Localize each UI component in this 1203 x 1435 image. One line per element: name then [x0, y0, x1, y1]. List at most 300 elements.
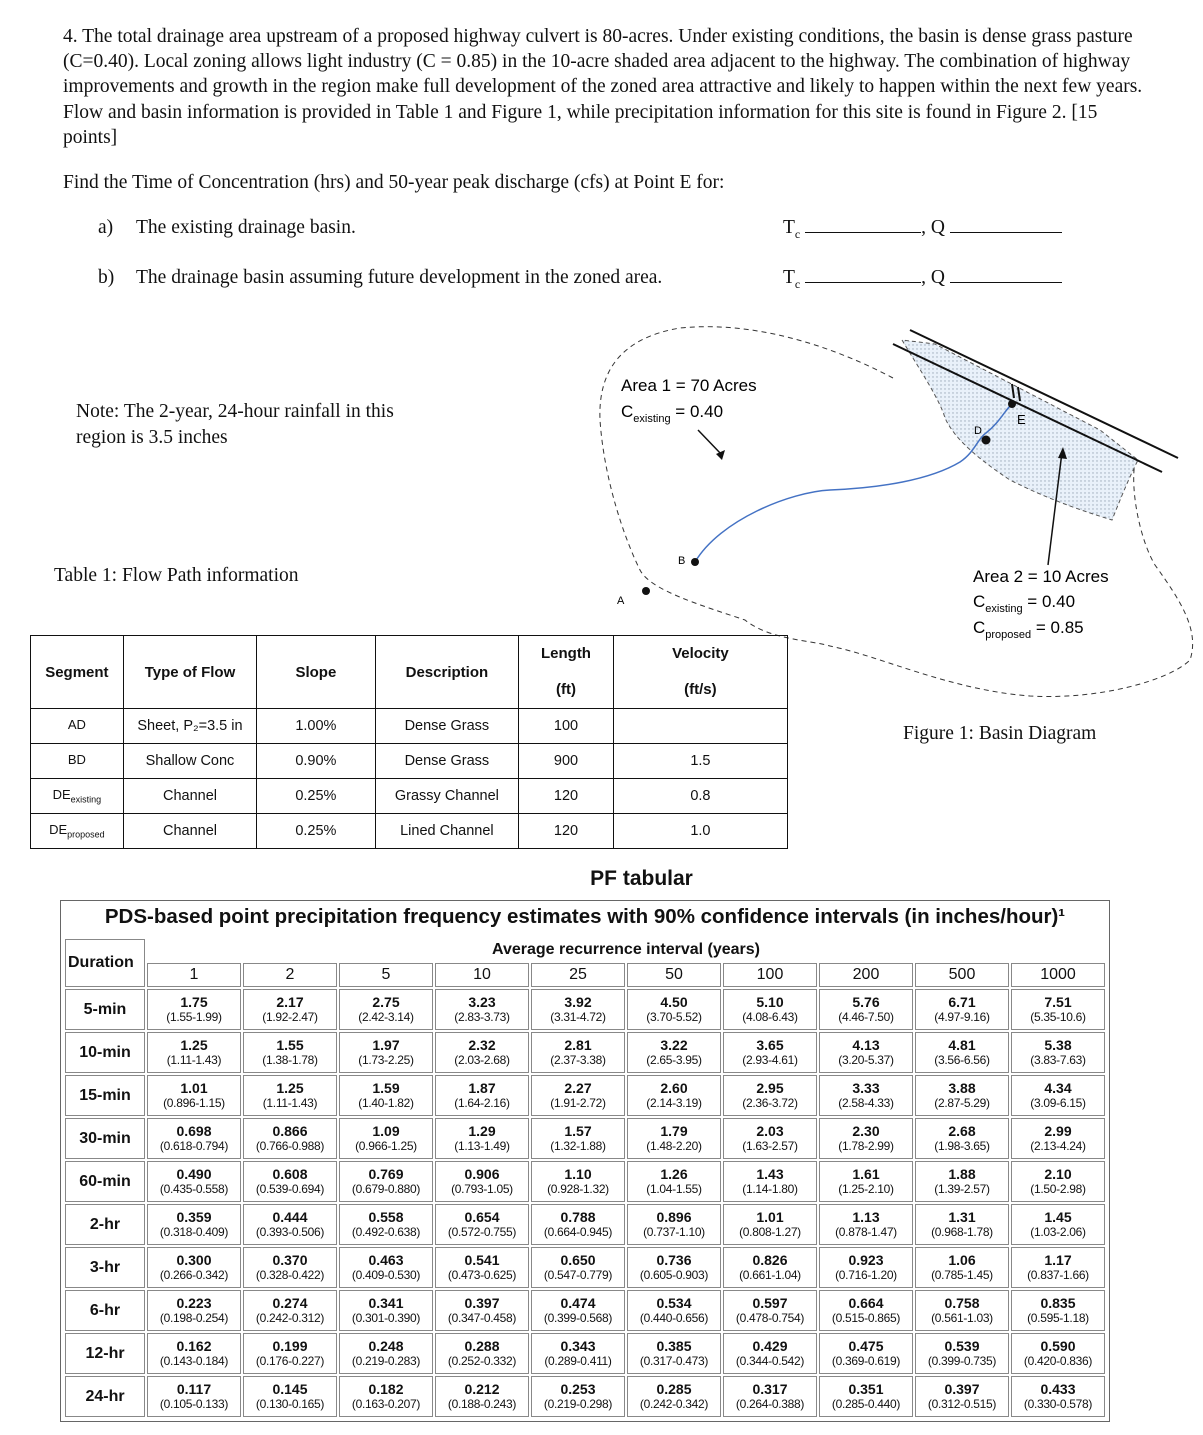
table-row: [31, 779, 788, 814]
pf-value-cell: [147, 1075, 241, 1116]
q-answer-blank[interactable]: [950, 281, 1062, 283]
pf-value-cell: [819, 1075, 913, 1116]
header-description: Description: [375, 636, 519, 709]
figure-1-caption: Figure 1: Basin Diagram: [903, 723, 1097, 744]
velocity-cell: 1.5: [613, 744, 787, 779]
interval-header: 100: [723, 963, 817, 987]
pf-value-cell: [531, 1032, 625, 1073]
pf-confidence-interval: (1.39-2.57): [934, 1181, 990, 1196]
pf-value-cell: [723, 1376, 817, 1417]
pf-estimate: 6.71: [948, 993, 976, 1010]
pf-estimate: 0.769: [368, 1165, 404, 1182]
pf-table-row: [65, 1118, 1105, 1159]
pf-value-cell: [531, 1333, 625, 1374]
segment-cell: $DE_{proposed}$: [31, 814, 124, 849]
pf-value-cell: [1011, 989, 1105, 1030]
pf-table-row: [65, 1247, 1105, 1288]
pf-confidence-interval: (0.572-0.755): [447, 1224, 517, 1239]
duration-header: Duration: [65, 939, 145, 987]
table-row: [31, 814, 788, 849]
type-cell: Channel: [123, 814, 256, 849]
pf-confidence-interval: (0.435-0.558): [159, 1181, 229, 1196]
pf-value-cell: [819, 1247, 913, 1288]
table-row: [31, 709, 788, 744]
pf-table-row: [65, 1161, 1105, 1202]
pf-confidence-interval: (0.330-0.578): [1023, 1396, 1093, 1411]
pf-value-cell: [915, 1247, 1009, 1288]
header-velocity: Velocity (ft/s): [613, 636, 787, 709]
pf-confidence-interval: (0.301-0.390): [351, 1310, 421, 1325]
pf-confidence-interval: (2.14-3.19): [646, 1095, 702, 1110]
pf-confidence-interval: (0.766-0.988): [255, 1138, 325, 1153]
pf-value-cell: [627, 1247, 721, 1288]
pf-estimate: 2.17: [276, 993, 304, 1010]
slope-cell: 0.25%: [257, 779, 375, 814]
pf-confidence-interval: (1.13-1.49): [454, 1138, 510, 1153]
pf-confidence-interval: (0.561-1.03): [931, 1310, 993, 1325]
pf-value-cell: [531, 1247, 625, 1288]
pf-value-cell: [147, 1032, 241, 1073]
pf-estimate: 2.27: [564, 1079, 592, 1096]
pf-confidence-interval: (0.878-1.47): [835, 1224, 897, 1239]
pf-value-cell: [915, 989, 1009, 1030]
pf-value-cell: [531, 1075, 625, 1116]
pf-estimate: 5.10: [756, 993, 784, 1010]
pf-estimate: 3.88: [948, 1079, 976, 1096]
pf-confidence-interval: (0.317-0.473): [639, 1353, 709, 1368]
part-a-text: [98, 217, 356, 239]
pf-interval-header-row: [65, 963, 1105, 987]
pf-estimate: 2.60: [660, 1079, 688, 1096]
pf-confidence-interval: (0.143-0.184): [159, 1353, 229, 1368]
duration-cell: 24-hr: [65, 1376, 145, 1417]
length-cell: 100: [519, 709, 614, 744]
pf-value-cell: [1011, 1161, 1105, 1202]
pf-confidence-interval: (0.539-0.694): [255, 1181, 325, 1196]
pf-estimate: 2.75: [372, 993, 400, 1010]
pf-confidence-interval: (0.785-1.45): [931, 1267, 993, 1282]
pf-confidence-interval: (3.83-7.63): [1030, 1052, 1086, 1067]
pf-value-cell: [531, 1118, 625, 1159]
pf-confidence-interval: (0.547-0.779): [543, 1267, 613, 1282]
pf-value-cell: [819, 1161, 913, 1202]
pf-ari-header-row: [65, 939, 1105, 961]
pf-estimate: 0.736: [656, 1251, 692, 1268]
pf-value-cell: [627, 989, 721, 1030]
pf-confidence-interval: (1.11-1.43): [166, 1052, 222, 1067]
pf-estimate: 2.99: [1044, 1122, 1072, 1139]
pf-estimate: 4.13: [852, 1036, 880, 1053]
pf-value-cell: [1011, 1118, 1105, 1159]
pf-estimate: 0.300: [176, 1251, 212, 1268]
description-cell: Dense Grass: [375, 744, 519, 779]
pf-confidence-interval: (1.14-1.80): [742, 1181, 798, 1196]
part-b-question: The drainage basin assuming future development in the zoned area.: [136, 267, 663, 288]
pf-value-cell: [147, 989, 241, 1030]
pf-estimate: 0.866: [272, 1122, 308, 1139]
pf-confidence-interval: (0.219-0.283): [351, 1353, 421, 1368]
pf-estimate: 0.359: [176, 1208, 212, 1225]
pf-value-cell: [819, 989, 913, 1030]
pf-confidence-interval: (0.285-0.440): [831, 1396, 901, 1411]
pf-confidence-interval: (4.46-7.50): [838, 1009, 894, 1024]
pf-estimate: 0.397: [944, 1380, 980, 1397]
header-segment: Segment: [31, 636, 124, 709]
pf-value-cell: [147, 1290, 241, 1331]
duration-cell: 15-min: [65, 1075, 145, 1116]
pf-estimate: 3.92: [564, 993, 592, 1010]
q-label: , Q: [921, 217, 945, 238]
pf-value-cell: [915, 1376, 1009, 1417]
length-cell: 120: [519, 814, 614, 849]
part-b-text: [98, 267, 662, 289]
pf-value-cell: [339, 1204, 433, 1245]
pf-value-cell: [627, 1161, 721, 1202]
pf-value-cell: [915, 1333, 1009, 1374]
part-b-label: b): [98, 267, 115, 288]
header-length: Length (ft): [519, 636, 614, 709]
pf-confidence-interval: (0.515-0.865): [831, 1310, 901, 1325]
area-2-c-existing: $C_{existing} = 0.40$: [973, 592, 1076, 615]
pf-confidence-interval: (2.13-4.24): [1030, 1138, 1086, 1153]
pf-value-cell: [243, 1161, 337, 1202]
pf-confidence-interval: (0.966-1.25): [355, 1138, 417, 1153]
pf-confidence-interval: (2.83-3.73): [454, 1009, 510, 1024]
pf-confidence-interval: (0.605-0.903): [639, 1267, 709, 1282]
duration-cell: 3-hr: [65, 1247, 145, 1288]
pf-value-cell: [723, 1032, 817, 1073]
description-cell: Grassy Channel: [375, 779, 519, 814]
table-row: [31, 744, 788, 779]
pf-value-cell: [243, 1333, 337, 1374]
pf-estimate: 0.444: [272, 1208, 308, 1225]
pf-value-cell: [1011, 1204, 1105, 1245]
pf-tabular-heading: PF tabular: [590, 867, 693, 890]
pf-estimate: 0.433: [1040, 1380, 1076, 1397]
pf-confidence-interval: (1.32-1.88): [550, 1138, 606, 1153]
interval-header: 25: [531, 963, 625, 987]
duration-cell: 60-min: [65, 1161, 145, 1202]
pf-estimate: 0.608: [272, 1165, 308, 1182]
pf-estimate: 0.182: [368, 1380, 404, 1397]
pf-estimate: 0.539: [944, 1337, 980, 1354]
pf-estimate: 1.55: [276, 1036, 304, 1053]
pf-confidence-interval: (1.50-2.98): [1030, 1181, 1086, 1196]
pf-estimate: 1.01: [756, 1208, 784, 1225]
slope-cell: 0.25%: [257, 814, 375, 849]
pf-estimate: 1.06: [948, 1251, 976, 1268]
duration-cell: 6-hr: [65, 1290, 145, 1331]
pf-value-cell: [1011, 1032, 1105, 1073]
pf-confidence-interval: (0.968-1.78): [931, 1224, 993, 1239]
pf-value-cell: [339, 1247, 433, 1288]
pf-table-row: [65, 1290, 1105, 1331]
pf-estimate: 0.288: [464, 1337, 500, 1354]
velocity-cell: 1.0: [613, 814, 787, 849]
pf-estimate: 3.23: [468, 993, 496, 1010]
pf-estimate: 0.429: [752, 1337, 788, 1354]
pf-value-cell: [819, 1333, 913, 1374]
pf-confidence-interval: (0.595-1.18): [1027, 1310, 1089, 1325]
pf-confidence-interval: (0.399-0.568): [543, 1310, 613, 1325]
tc-answer-blank[interactable]: [805, 281, 921, 283]
pf-confidence-interval: (0.347-0.458): [447, 1310, 517, 1325]
pf-value-cell: [147, 1161, 241, 1202]
pf-confidence-interval: (0.176-0.227): [255, 1353, 325, 1368]
pf-value-cell: [243, 1118, 337, 1159]
pf-estimate: 1.87: [468, 1079, 496, 1096]
pf-estimate: 0.474: [560, 1294, 596, 1311]
pf-value-cell: [1011, 1290, 1105, 1331]
pf-estimate: 0.253: [560, 1380, 596, 1397]
pf-confidence-interval: (1.78-2.99): [838, 1138, 894, 1153]
pf-confidence-interval: (0.318-0.409): [159, 1224, 229, 1239]
pf-estimate: 2.81: [564, 1036, 592, 1053]
pf-value-cell: [723, 989, 817, 1030]
pf-confidence-interval: (2.65-3.95): [646, 1052, 702, 1067]
pf-confidence-interval: (2.36-3.72): [742, 1095, 798, 1110]
pf-confidence-interval: (0.399-0.735): [927, 1353, 997, 1368]
pf-confidence-interval: (1.11-1.43): [262, 1095, 318, 1110]
pf-confidence-interval: (3.70-5.52): [646, 1009, 702, 1024]
duration-cell: 10-min: [65, 1032, 145, 1073]
pf-estimate: 0.475: [848, 1337, 884, 1354]
pf-estimate: 5.76: [852, 993, 880, 1010]
problem-statement: 4. The total drainage area upstream of a proposed highway culvert is 80-acres. Under existing conditions, the basin is dense grass pasture (C=0.40). Local zoning allows light industry (C = 0.85) in the 10-acre shaded area adjacent to the highway. The combination of highway improvements and growth in the region make full development of the zoned area attractive and likely to happen within the next few years. Flow and basin information is provided in Table 1 and Figure 1, while precipitation information for this site is found in Figure 2. [15 points]: [63, 26, 1143, 148]
pf-value-cell: [243, 1204, 337, 1245]
pf-estimate: 0.385: [656, 1337, 692, 1354]
pf-confidence-interval: (1.40-1.82): [358, 1095, 414, 1110]
point-b-label: B: [678, 555, 686, 567]
pf-confidence-interval: (0.312-0.515): [927, 1396, 997, 1411]
pf-table-row: [65, 1032, 1105, 1073]
pf-estimate: 3.22: [660, 1036, 688, 1053]
pf-value-cell: [819, 1118, 913, 1159]
pf-estimate: 0.317: [752, 1380, 788, 1397]
type-cell: Sheet, P₂=3.5 in: [123, 709, 256, 744]
pf-estimate: 0.351: [848, 1380, 884, 1397]
duration-cell: 12-hr: [65, 1333, 145, 1374]
pf-estimate: 5.38: [1044, 1036, 1072, 1053]
pf-value-cell: [723, 1118, 817, 1159]
pf-confidence-interval: (2.37-3.38): [550, 1052, 606, 1067]
pf-value-cell: [627, 1118, 721, 1159]
pf-value-cell: [435, 1204, 529, 1245]
tc-answer-blank[interactable]: [805, 231, 921, 233]
pf-confidence-interval: (1.92-2.47): [262, 1009, 318, 1024]
pf-table-row: [65, 989, 1105, 1030]
pf-estimate: 0.490: [176, 1165, 212, 1182]
pf-confidence-interval: (1.03-2.06): [1030, 1224, 1086, 1239]
pf-confidence-interval: (0.130-0.165): [255, 1396, 325, 1411]
tc-label: T: [783, 217, 795, 238]
pf-value-cell: [1011, 1075, 1105, 1116]
pf-table-row: [65, 1075, 1105, 1116]
pf-value-cell: [723, 1290, 817, 1331]
pf-confidence-interval: (2.93-4.61): [742, 1052, 798, 1067]
find-instruction: Find the Time of Concentration (hrs) and 50-year peak discharge (cfs) at Point E for:: [63, 172, 725, 193]
velocity-cell: [613, 709, 787, 744]
pf-value-cell: [531, 989, 625, 1030]
area-1-c-existing: $C_{existing} = 0.40$: [621, 402, 724, 425]
pf-confidence-interval: (2.58-4.33): [838, 1095, 894, 1110]
duration-cell: 5-min: [65, 989, 145, 1030]
pf-estimate: 2.32: [468, 1036, 496, 1053]
pf-estimate: 1.10: [564, 1165, 592, 1182]
pf-value-cell: [531, 1204, 625, 1245]
pf-confidence-interval: (0.242-0.312): [255, 1310, 325, 1325]
pf-estimate: 0.463: [368, 1251, 404, 1268]
pf-confidence-interval: (0.793-1.05): [451, 1181, 513, 1196]
pf-estimate: 1.25: [276, 1079, 304, 1096]
pf-confidence-interval: (0.105-0.133): [159, 1396, 229, 1411]
pf-estimate: 2.03: [756, 1122, 784, 1139]
part-a-answer: [783, 217, 1062, 242]
pf-confidence-interval: (0.289-0.411): [544, 1353, 612, 1368]
pf-value-cell: [339, 1032, 433, 1073]
pf-value-cell: [339, 989, 433, 1030]
pf-value-cell: [627, 1032, 721, 1073]
pf-estimate: 0.343: [560, 1337, 596, 1354]
flow-path-table: [30, 635, 788, 849]
pf-value-cell: [243, 1376, 337, 1417]
pf-confidence-interval: (0.661-1.04): [739, 1267, 801, 1282]
pf-estimate: 1.43: [756, 1165, 784, 1182]
pf-value-cell: [435, 1118, 529, 1159]
pf-estimate: 0.162: [176, 1337, 212, 1354]
pf-estimate: 1.29: [468, 1122, 496, 1139]
pf-value-cell: [339, 1161, 433, 1202]
pf-estimate: 1.61: [852, 1165, 880, 1182]
pf-value-cell: [915, 1204, 1009, 1245]
pf-value-cell: [915, 1075, 1009, 1116]
pf-estimate: 0.758: [944, 1294, 980, 1311]
pf-estimate: 0.835: [1040, 1294, 1076, 1311]
pf-estimate: 0.285: [656, 1380, 692, 1397]
pf-confidence-interval: (0.344-0.542): [735, 1353, 805, 1368]
pf-value-cell: [627, 1204, 721, 1245]
pf-table-row: [65, 1376, 1105, 1417]
pf-estimate: 7.51: [1044, 993, 1072, 1010]
pf-value-cell: [339, 1290, 433, 1331]
pf-estimate: 3.65: [756, 1036, 784, 1053]
pf-estimate: 4.50: [660, 993, 688, 1010]
pf-estimate: 0.117: [176, 1380, 212, 1397]
pf-value-cell: [435, 1333, 529, 1374]
pf-value-cell: [435, 1161, 529, 1202]
pf-value-cell: [627, 1290, 721, 1331]
point-d-label: D: [974, 425, 982, 437]
header-slope: Slope: [257, 636, 375, 709]
ari-header: Average recurrence interval (years): [492, 941, 760, 958]
pf-estimate: 1.31: [948, 1208, 976, 1225]
pf-estimate: 0.664: [848, 1294, 884, 1311]
pf-estimate: 1.88: [948, 1165, 976, 1182]
pf-table-body: [65, 939, 1105, 1417]
pf-value-cell: [627, 1075, 721, 1116]
pf-estimate: 0.145: [272, 1380, 308, 1397]
pf-estimate: 0.541: [464, 1251, 500, 1268]
pf-confidence-interval: (1.48-2.20): [646, 1138, 702, 1153]
pf-value-cell: [915, 1118, 1009, 1159]
pf-value-cell: [723, 1075, 817, 1116]
q-answer-blank[interactable]: [950, 231, 1062, 233]
pf-confidence-interval: (1.98-3.65): [934, 1138, 990, 1153]
pf-estimate: 2.95: [756, 1079, 784, 1096]
pf-value-cell: [147, 1118, 241, 1159]
pf-estimate: 1.97: [372, 1036, 400, 1053]
pf-value-cell: [1011, 1376, 1105, 1417]
precipitation-frequency-table: [63, 937, 1107, 1419]
pf-value-cell: [531, 1376, 625, 1417]
pf-estimate: 1.59: [372, 1079, 400, 1096]
pf-confidence-interval: (0.252-0.332): [447, 1353, 517, 1368]
pf-value-cell: [339, 1376, 433, 1417]
description-cell: Dense Grass: [375, 709, 519, 744]
pf-estimate: 0.370: [272, 1251, 308, 1268]
pf-confidence-interval: (0.420-0.836): [1023, 1353, 1093, 1368]
pf-estimate: 3.33: [852, 1079, 880, 1096]
pf-estimate: 0.534: [656, 1294, 692, 1311]
pf-confidence-interval: (0.716-1.20): [835, 1267, 897, 1282]
pf-confidence-interval: (0.618-0.794): [159, 1138, 229, 1153]
pf-value-cell: [627, 1376, 721, 1417]
pf-estimate: 0.788: [560, 1208, 596, 1225]
q-label: , Q: [921, 267, 945, 288]
interval-header: 5: [339, 963, 433, 987]
pf-confidence-interval: (0.737-1.10): [643, 1224, 705, 1239]
pf-confidence-interval: (0.409-0.530): [351, 1267, 421, 1282]
point-e-label: E: [1017, 412, 1026, 427]
pf-confidence-interval: (1.04-1.55): [646, 1181, 702, 1196]
pf-estimate: 0.896: [656, 1208, 692, 1225]
pf-estimate: 1.09: [372, 1122, 400, 1139]
pf-table-row: [65, 1204, 1105, 1245]
pf-value-cell: [339, 1333, 433, 1374]
pf-value-cell: [339, 1118, 433, 1159]
pf-value-cell: [147, 1204, 241, 1245]
pf-estimate: 0.248: [368, 1337, 404, 1354]
pf-confidence-interval: (1.73-2.25): [358, 1052, 414, 1067]
pf-estimate: 0.826: [752, 1251, 788, 1268]
pf-value-cell: [243, 1075, 337, 1116]
pf-confidence-interval: (0.478-0.754): [735, 1310, 805, 1325]
pf-confidence-interval: (3.56-6.56): [934, 1052, 990, 1067]
type-cell: Shallow Conc: [123, 744, 256, 779]
pf-value-cell: [915, 1290, 1009, 1331]
pf-estimate: 1.17: [1044, 1251, 1072, 1268]
pf-value-cell: [627, 1333, 721, 1374]
pf-confidence-interval: (4.97-9.16): [934, 1009, 990, 1024]
pf-estimate: 1.13: [852, 1208, 880, 1225]
velocity-cell: 0.8: [613, 779, 787, 814]
pf-estimate: 1.57: [564, 1122, 592, 1139]
pf-confidence-interval: (4.08-6.43): [742, 1009, 798, 1024]
pf-estimate: 0.558: [368, 1208, 404, 1225]
pf-confidence-interval: (0.198-0.254): [159, 1310, 229, 1325]
pf-confidence-interval: (1.38-1.78): [262, 1052, 318, 1067]
description-cell: Lined Channel: [375, 814, 519, 849]
segment-cell: AD: [31, 709, 124, 744]
interval-header: 2: [243, 963, 337, 987]
pf-estimate: 1.26: [660, 1165, 688, 1182]
segment-cell: BD: [31, 744, 124, 779]
rainfall-note: Note: The 2-year, 24-hour rainfall in this region is 3.5 inches: [76, 401, 394, 448]
pf-confidence-interval: (0.928-1.32): [547, 1181, 609, 1196]
pf-confidence-interval: (1.91-2.72): [550, 1095, 606, 1110]
area-2-c-proposed: $C_{proposed} = 0.85$: [973, 618, 1084, 641]
pf-value-cell: [819, 1032, 913, 1073]
